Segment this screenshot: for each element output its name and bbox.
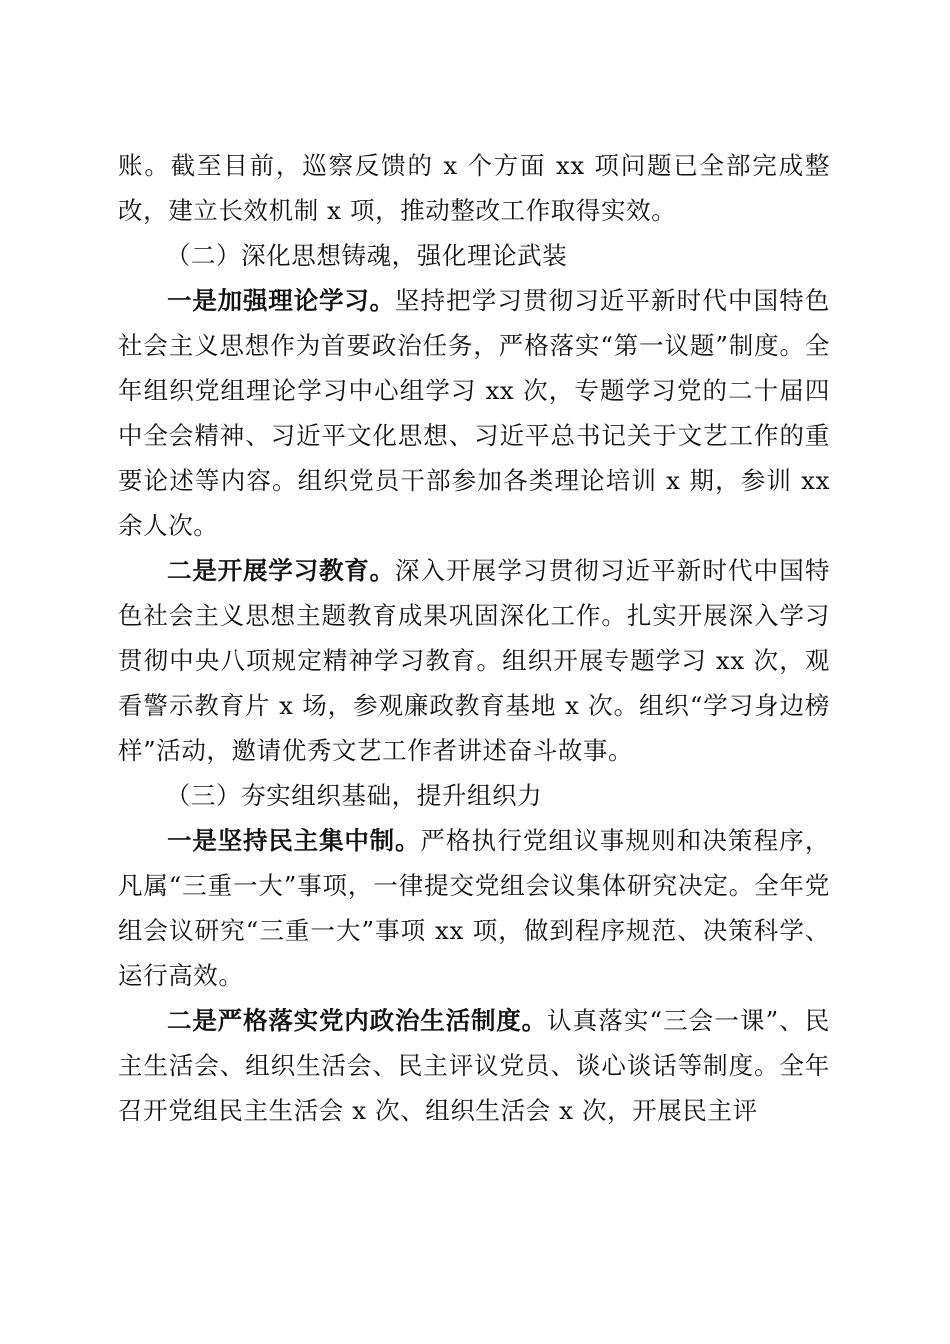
- paragraph-lead: 二是开展学习教育。: [167, 556, 395, 585]
- paragraph-text: 认真落实“三会一课”、民主生活会、组织生活会、民主评议党员、谈心谈话等制度。全年召开党组民主生活会 x 次、组织生活会 x 次，开展民主评: [118, 1006, 831, 1125]
- paragraph-text: 深入开展学习贯彻习近平新时代中国特色社会主义思想主题教育成果巩固深化工作。扎实开展深入学习贯彻中央八项规定精神学习教育。组织开展专题学习 xx 次，观看警示教育片 x 场，参观廉政教育基地 x 次。组织“学习身边榜样”活动，邀请优秀文艺工作者讲述奋斗故事。: [118, 556, 830, 765]
- section-heading-text: （二）深化思想铸魂，强化理论武装: [165, 241, 568, 270]
- paragraph-text: 账。截至目前，巡察反馈的 x 个方面 xx 项问题已全部完成整改，建立长效机制 x 项，推动整改工作取得实效。: [118, 151, 830, 225]
- section-heading-3: [118, 773, 830, 818]
- paragraph-theory-study: [118, 278, 830, 548]
- paragraph-lead: 一是加强理论学习。: [167, 286, 395, 315]
- section-heading-2: [118, 233, 830, 278]
- paragraph-text: 严格执行党组议事规则和决策程序，凡属“三重一大”事项，一律提交党组会议集体研究决定。全年党组会议研究“三重一大”事项 xx 项，做到程序规范、决策科学、运行高效。: [118, 826, 830, 990]
- paragraph-continuation: [118, 143, 830, 233]
- paragraph-democratic-centralism: [118, 818, 830, 998]
- paragraph-political-life: [118, 998, 830, 1133]
- document-body: [118, 143, 830, 1133]
- paragraph-text: 坚持把学习贯彻习近平新时代中国特色社会主义思想作为首要政治任务，严格落实“第一议题”制度。全年组织党组理论学习中心组学习 xx 次，专题学习党的二十届四中全会精神、习近平文化思想、习近平总书记关于文艺工作的重要论述等内容。组织党员干部参加各类理论培训 x 期，参训 xx 余人次。: [118, 286, 830, 540]
- paragraph-lead: 一是坚持民主集中制。: [167, 826, 421, 855]
- section-heading-text: （三）夯实组织基础，提升组织力: [165, 781, 543, 810]
- paragraph-lead: 二是严格落实党内政治生活制度。: [167, 1006, 547, 1035]
- paragraph-learning-education: [118, 548, 830, 773]
